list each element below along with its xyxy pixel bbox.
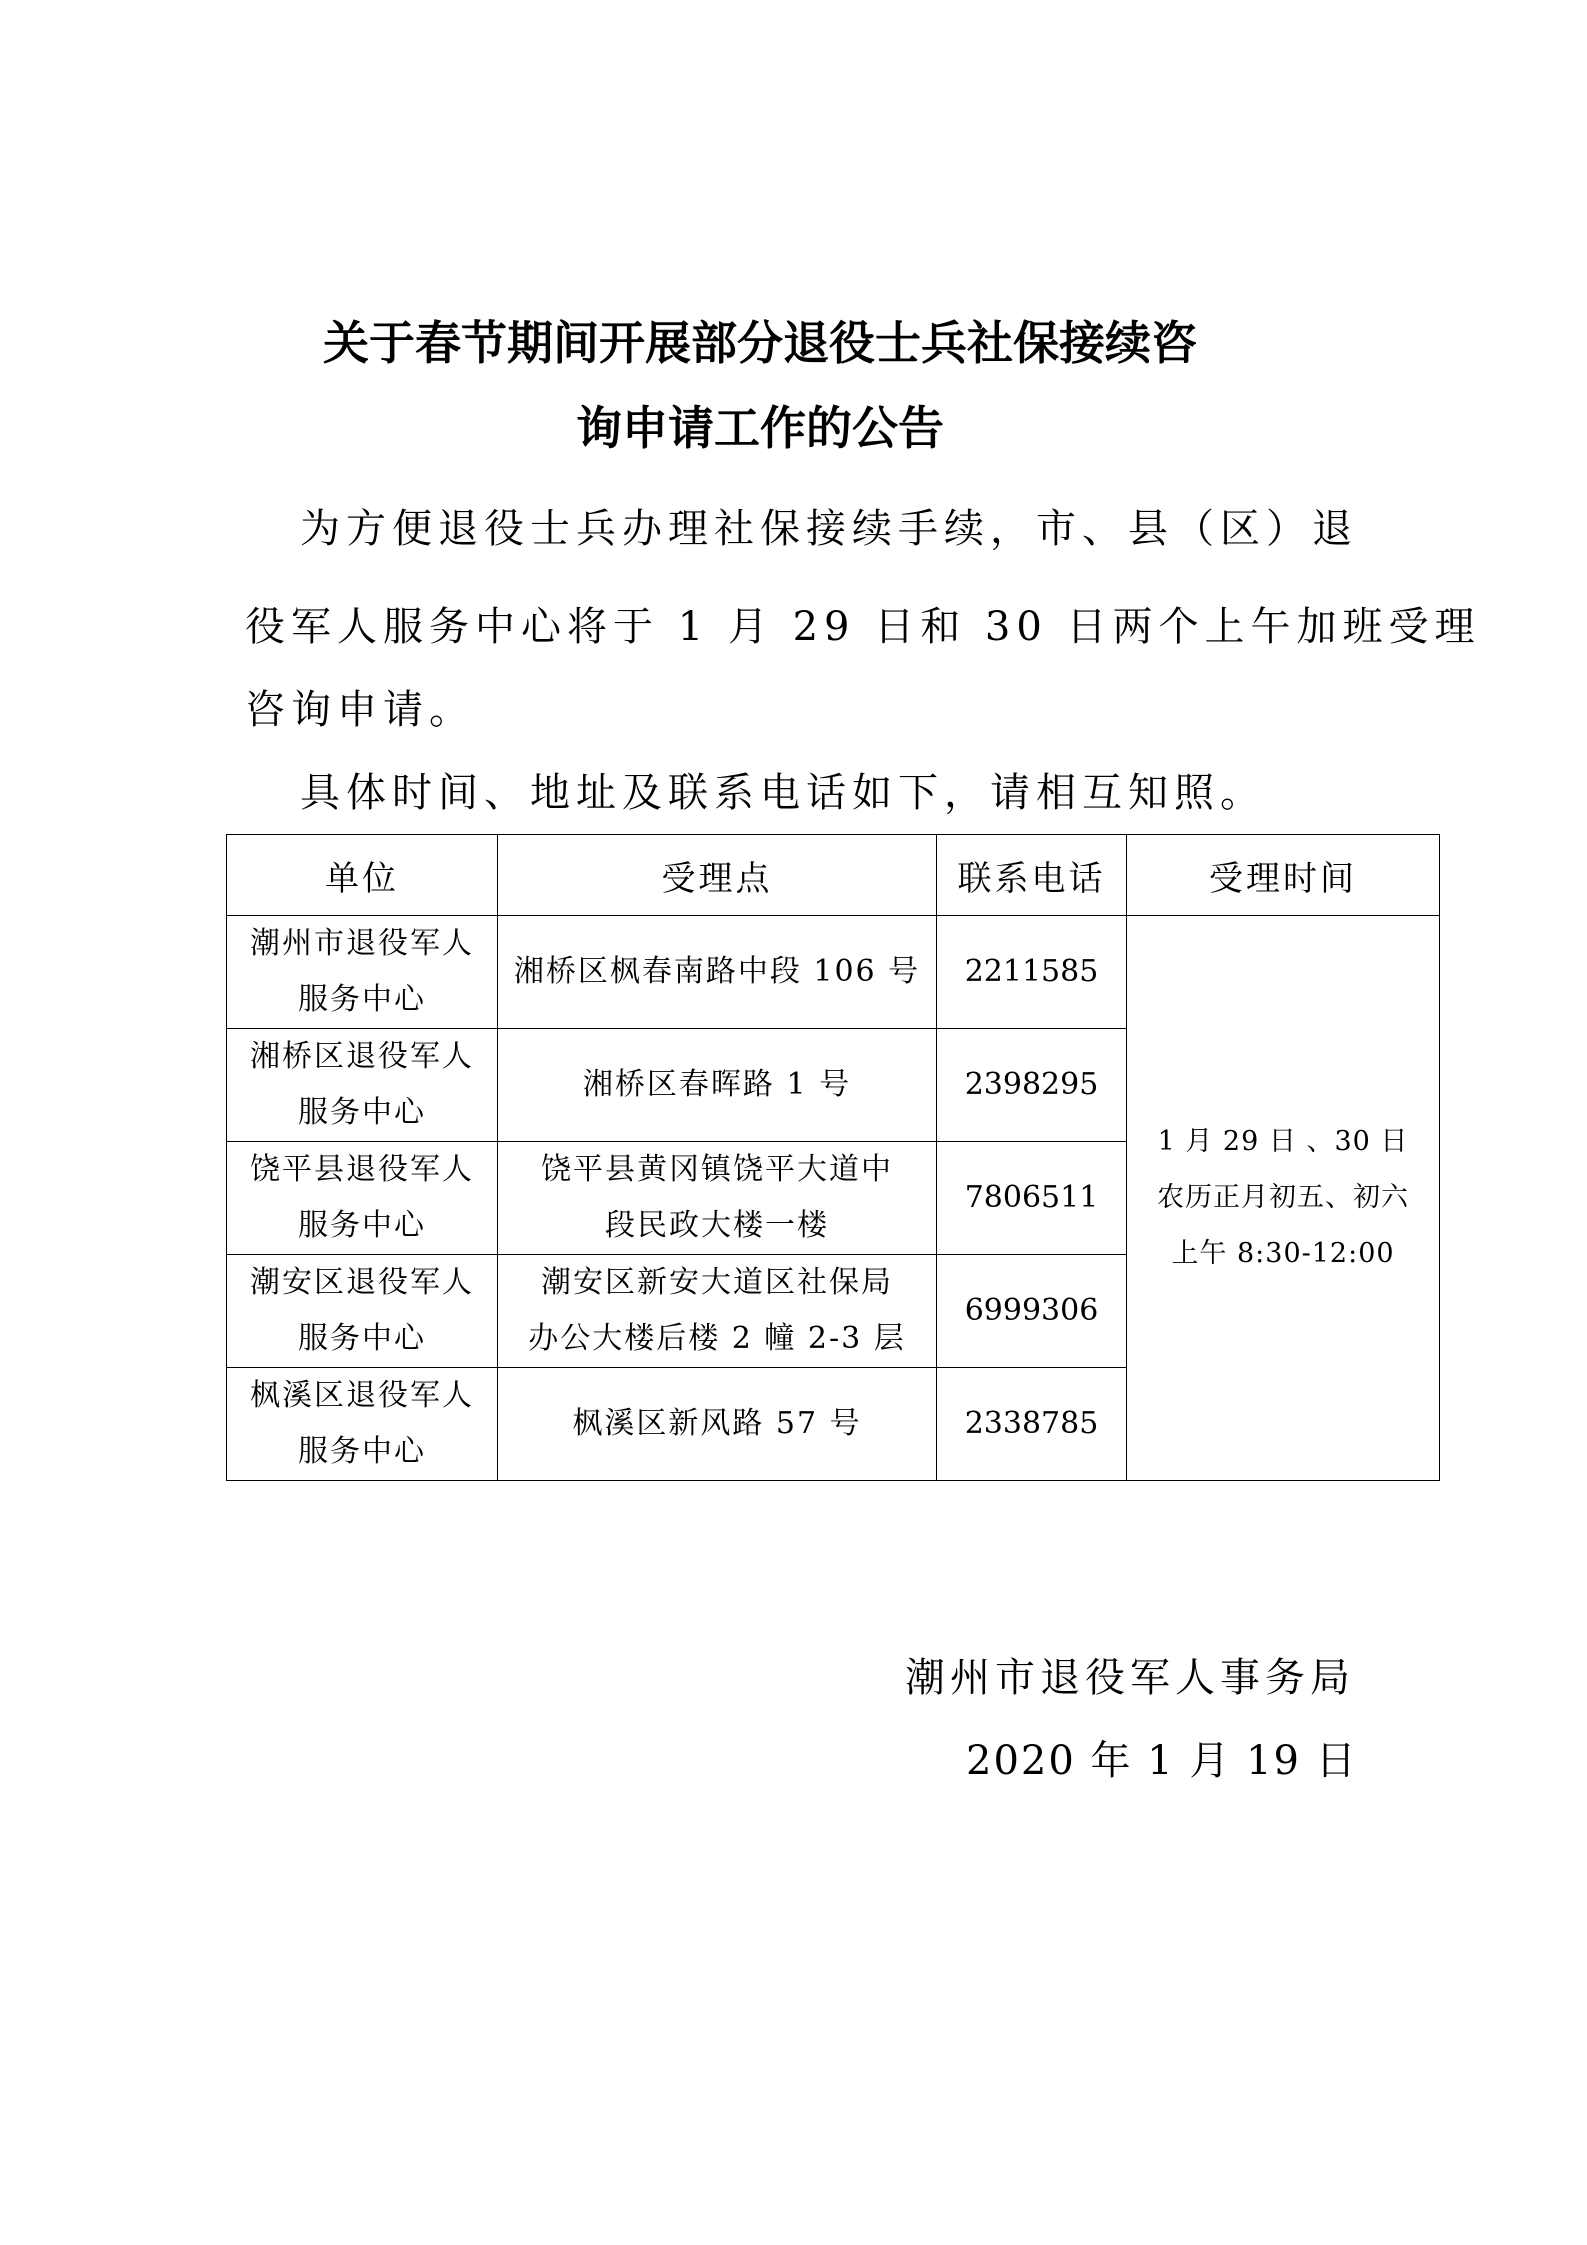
unit-line: 服务中心 <box>298 1321 426 1356</box>
unit-cell <box>227 1142 498 1255</box>
unit-line: 服务中心 <box>298 1434 426 1469</box>
unit-line: 潮安区退役军人 <box>250 1265 474 1300</box>
phone-cell: 7806511 <box>937 1142 1127 1255</box>
unit-cell <box>227 916 498 1029</box>
site-cell <box>498 916 937 1029</box>
title-line-1: 关于春节期间开展部分退役士兵社保接续咨 <box>323 316 1197 370</box>
site-line: 办公大楼后楼 2 幢 2-3 层 <box>528 1321 906 1356</box>
time-line: 1 月 29 日 、30 日 <box>1157 1126 1409 1157</box>
site-line: 饶平县黄冈镇饶平大道中 <box>541 1152 893 1187</box>
site-cell <box>498 1029 937 1142</box>
unit-line: 枫溪区退役军人 <box>250 1378 474 1413</box>
unit-cell <box>227 1368 498 1481</box>
unit-line: 潮州市退役军人 <box>250 926 474 961</box>
site-line: 湘桥区春晖路 1 号 <box>582 1067 852 1102</box>
header-phone: 联系电话 <box>937 835 1127 916</box>
issue-date: 2020 年 1 月 19 日 <box>966 1738 1358 1784</box>
header-time: 受理时间 <box>1127 835 1440 916</box>
paragraph-1-line-2: 役军人服务中心将于 1 月 29 日和 30 日两个上午加班受理 <box>245 604 1481 650</box>
title-line-2: 询申请工作的公告 <box>576 401 944 455</box>
issuing-organization: 潮州市退役军人事务局 <box>905 1655 1355 1701</box>
unit-line: 饶平县退役军人 <box>250 1152 474 1187</box>
phone-cell: 2398295 <box>937 1029 1127 1142</box>
header-site: 受理点 <box>498 835 937 916</box>
unit-cell <box>227 1029 498 1142</box>
table-header-row <box>227 835 1440 916</box>
header-unit: 单位 <box>227 835 498 916</box>
unit-cell <box>227 1255 498 1368</box>
unit-line: 湘桥区退役军人 <box>250 1039 474 1074</box>
site-line: 枫溪区新风路 57 号 <box>572 1406 862 1441</box>
site-cell <box>498 1142 937 1255</box>
table-row <box>227 916 1440 1029</box>
service-center-table <box>226 834 1440 1481</box>
paragraph-1-line-3: 咨询申请。 <box>245 687 475 733</box>
phone-cell: 2338785 <box>937 1368 1127 1481</box>
unit-line: 服务中心 <box>298 1095 426 1130</box>
site-line: 潮安区新安大道区社保局 <box>541 1265 893 1300</box>
phone-cell: 6999306 <box>937 1255 1127 1368</box>
paragraph-1-line-1: 为方便退役士兵办理社保接续手续，市、县（区）退 <box>300 506 1358 552</box>
paragraph-2: 具体时间、地址及联系电话如下，请相互知照。 <box>300 770 1266 816</box>
phone-cell: 2211585 <box>937 916 1127 1029</box>
time-cell <box>1127 916 1440 1481</box>
time-line: 上午 8:30-12:00 <box>1171 1238 1395 1269</box>
site-line: 段民政大楼一楼 <box>605 1208 829 1243</box>
time-line: 农历正月初五、初六 <box>1157 1182 1409 1213</box>
site-cell <box>498 1255 937 1368</box>
site-cell <box>498 1368 937 1481</box>
unit-line: 服务中心 <box>298 982 426 1017</box>
unit-line: 服务中心 <box>298 1208 426 1243</box>
site-line: 湘桥区枫春南路中段 106 号 <box>513 954 921 989</box>
